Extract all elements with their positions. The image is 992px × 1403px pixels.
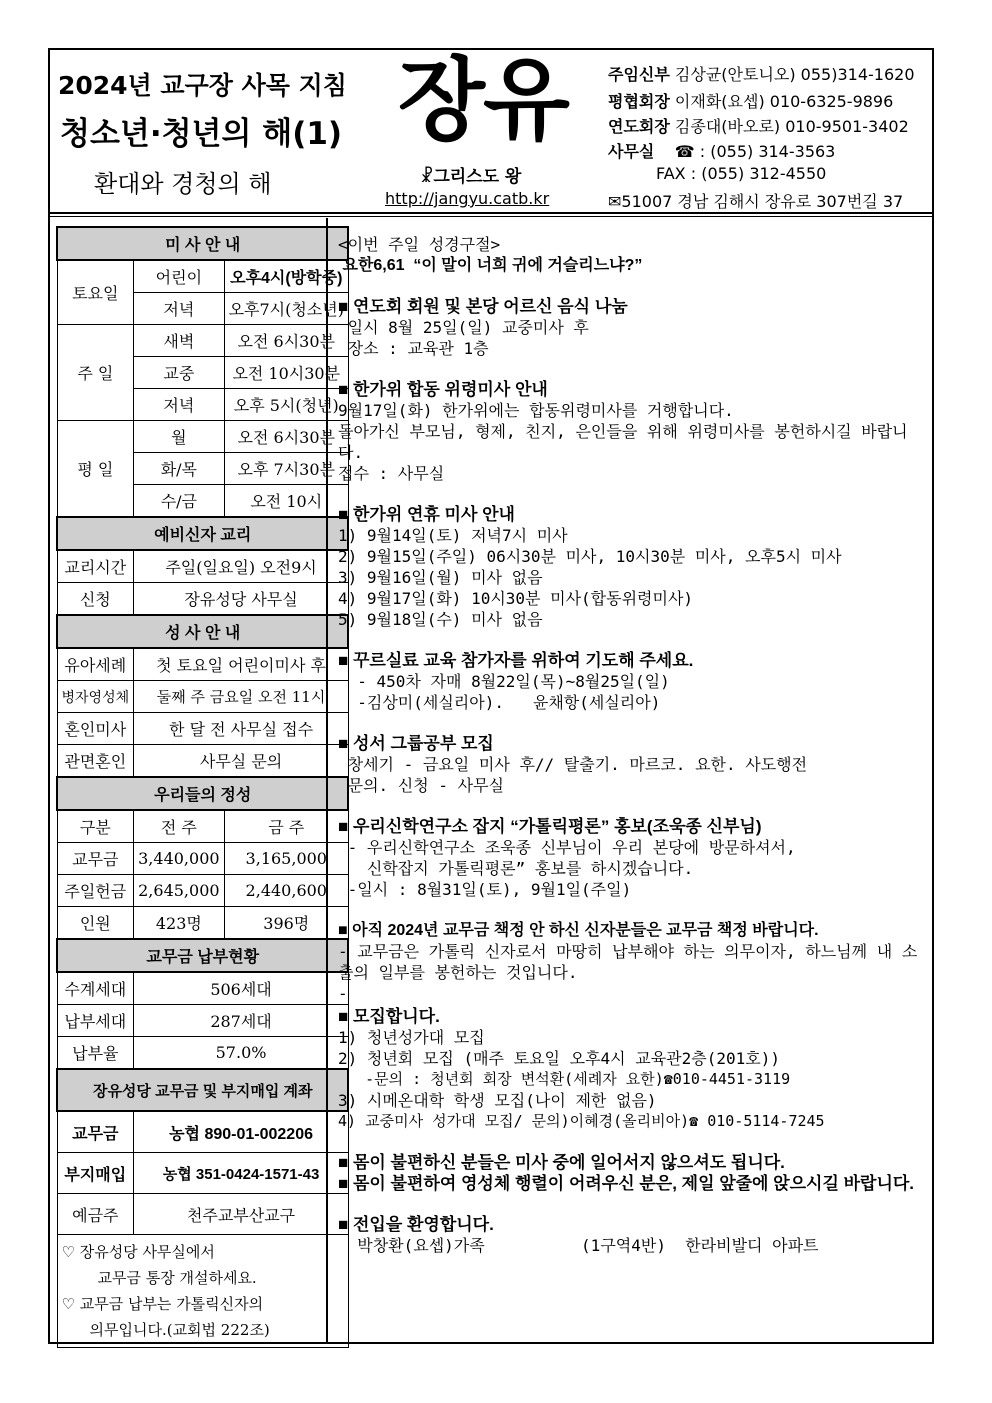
account-title: 장유성당 교무금 및 부지매입 계좌 — [57, 1069, 348, 1111]
section-heading: ■ 한가위 합동 위령미사 안내 — [338, 380, 548, 399]
section-line: 5) 9월18일(수) 미사 없음 — [338, 610, 543, 629]
account-key: 예금주 — [57, 1194, 134, 1235]
section-line: -김상미(세실리아). 윤채항(세실리아) — [338, 693, 661, 712]
mass-key: 저녁 — [134, 389, 224, 421]
sac-value: 둘째 주 금요일 오전 11시 — [134, 681, 349, 713]
dues-value: 506세대 — [134, 972, 349, 1005]
section-line: 돌아가신 부모님, 형제, 친지, 은인들을 위해 위령미사를 봉헌하시길 바랍니다. — [338, 422, 908, 462]
note-line: ♡ 장유성당 사무실에서 — [61, 1243, 215, 1261]
mass-title: 미 사 안 내 — [57, 227, 348, 260]
cat-key: 신청 — [57, 583, 134, 616]
dues-key: 납부율 — [57, 1037, 134, 1070]
mass-time: 오후 5시(청년) — [224, 389, 348, 421]
mass-key: 어린이 — [134, 260, 224, 293]
section-line: - 450차 자매 8월22일(목)~8월25일(일) — [338, 672, 670, 691]
section-line: 2) 9월15일(주일) 06시30분 미사, 10시30분 미사, 오후5시 미사 — [338, 547, 842, 566]
offering-cell: 3,440,000 — [134, 843, 224, 875]
note-line: 의무입니다.(교회법 222조) — [89, 1321, 270, 1339]
cat-value: 주일(일요일) 오전9시 — [134, 550, 349, 583]
contact-fax: FAX : (055) 312-4550 — [656, 164, 827, 183]
parish-logo: 장유 — [398, 48, 568, 153]
section-line: -일시 : 8월31일(토), 9월1일(주일) — [338, 880, 632, 899]
section-heading: ■ 전입을 환영합니다. — [338, 1215, 494, 1234]
sac-value: 첫 토요일 어린이미사 후 — [134, 648, 349, 681]
section-line: -문의 : 청년회 회장 변석환(세례자 요한)☎010-4451-3119 — [338, 1070, 791, 1088]
header-divider-thin — [48, 216, 934, 217]
section-heading: ■ 아직 2024년 교무금 책정 안 하신 신자분들은 교무금 책정 바랍니다. — [338, 922, 819, 939]
section-heading: ■ 한가위 연휴 미사 안내 — [338, 505, 515, 524]
dues-title: 교무금 납부현황 — [57, 939, 348, 972]
account-value: 농협 351-0424-1571-43 — [134, 1153, 349, 1194]
section-line: 4) 교중미사 성가대 모집/ 문의)이혜경(올리비아)☎ 010-5114-7245 — [338, 1112, 825, 1130]
section-line: 1) 9월14일(토) 저녁7시 미사 — [338, 526, 568, 545]
account-key: 부지매입 — [57, 1153, 134, 1194]
announcements — [338, 234, 928, 1256]
mass-key: 새벽 — [134, 325, 224, 357]
account-value: 농협 890-01-002206 — [134, 1111, 349, 1153]
column-divider — [326, 218, 328, 1344]
section-heading: ■ 성서 그룹공부 모집 — [338, 734, 494, 753]
section-line: 접수 : 사무실 — [338, 464, 445, 483]
offering-cell: 교무금 — [57, 843, 134, 875]
offering-title: 우리들의 정성 — [57, 777, 348, 810]
section-line: - 교무금은 가톨릭 신자로서 마땅히 납부해야 하는 의무이자, 하느님께 내 소출의 일부를 봉헌하는 것입니다. — [338, 942, 918, 982]
account-key: 교무금 — [57, 1111, 134, 1153]
mass-time: 오전 6시30분 — [224, 421, 348, 453]
cat-value: 장유성당 사무실 — [134, 583, 349, 616]
section-line: 2) 청년회 모집 (매주 토요일 오후4시 교육관2층(201호)) — [338, 1049, 780, 1068]
note-line: ♡ 교무금 납부는 가톨릭신자의 — [61, 1295, 264, 1313]
mass-time: 오후4시(방학중) — [224, 260, 348, 293]
sidebar-notes — [57, 1235, 348, 1348]
offering-cell: 423명 — [134, 907, 224, 940]
catechism-title: 예비신자 교리 — [57, 517, 348, 550]
section-heading: ■ 몸이 불편하여 영성체 행렬이 어려우신 분은, 제일 앞줄에 앉으시길 바랍니다. — [338, 1174, 915, 1193]
verse-title: <이번 주일 성경구절> — [338, 235, 501, 254]
mass-time: 오후 7시30분 — [224, 453, 348, 485]
sat-label: 토요일 — [57, 260, 134, 325]
mass-time: 오후7시(청소년) — [224, 293, 348, 325]
section-line: 장소 : 교육관 1층 — [338, 339, 489, 358]
verse-text: 요한6,61 “이 말이 너희 귀에 거슬리느냐?” — [338, 257, 643, 274]
week-label: 평 일 — [57, 421, 134, 518]
sidebar-table — [56, 226, 349, 1348]
section-heading: ■ 모집합니다. — [338, 1007, 440, 1026]
dues-value: 57.0% — [134, 1037, 349, 1070]
section-line: 4) 9월17일(화) 10시30분 미사(합동위령미사) — [338, 589, 694, 608]
section-line: - 우리신학연구소 조욱종 신부님이 우리 본당에 방문하셔서, — [338, 838, 796, 857]
section-heading: ■ 연도회 회원 및 본당 어르신 음식 나눔 — [338, 297, 628, 316]
sac-key: 병자영성체 — [57, 681, 134, 713]
note-line: 교무금 통장 개설하세요. — [97, 1269, 257, 1287]
mass-key: 교중 — [134, 357, 224, 389]
account-value: 천주교부산교구 — [134, 1194, 349, 1235]
sacrament-title: 성 사 안 내 — [57, 615, 348, 648]
contact-office: 사무실 ☎ : (055) 314-3563 — [608, 142, 836, 161]
pastoral-guideline: 2024년 교구장 사목 지침 — [58, 71, 347, 100]
dues-value: 287세대 — [134, 1005, 349, 1037]
feast-title: ☧그리스도 왕 — [420, 167, 522, 187]
section-heading: ■ 몸이 불편하신 분들은 미사 중에 일어서지 않으셔도 됩니다. — [338, 1153, 785, 1172]
section-heading: ■ 우리신학연구소 잡지 “가톨릭평론” 홍보(조욱종 신부님) — [338, 817, 762, 836]
offering-cell: 2,440,600 — [224, 875, 348, 907]
sac-key: 유아세례 — [57, 648, 134, 681]
contact-pastor: 주임신부 김상균(안토니오) 055)314-1620 — [608, 65, 915, 84]
section-line: 9월17일(화) 한가위에는 합동위령미사를 거행합니다. — [338, 401, 734, 420]
sac-value: 사무실 문의 — [134, 745, 349, 778]
section-line: 3) 9월16일(월) 미사 없음 — [338, 568, 543, 587]
section-line: 박창환(요셉)가족 (1구역4반) 한라비발디 아파트 — [338, 1236, 819, 1255]
offering-cell: 3,165,000 — [224, 843, 348, 875]
offering-cell: 주일헌금 — [57, 875, 134, 907]
sac-key: 관면혼인 — [57, 745, 134, 778]
offering-cell: 396명 — [224, 907, 348, 940]
mass-time: 오전 10시 — [224, 485, 348, 518]
contact-address: ✉51007 경남 김해시 장유로 307번길 37 — [608, 192, 904, 211]
year-subtheme: 환대와 경청의 해 — [94, 170, 272, 198]
section-heading: ■ 꾸르실료 교육 참가자를 위하여 기도해 주세요. — [338, 651, 694, 670]
offering-cell: 2,645,000 — [134, 875, 224, 907]
parish-url-link[interactable]: http://jangyu.catb.kr — [385, 189, 550, 208]
section-line: 신학잡지 가톨릭평론” 홍보를 하시겠습니다. — [338, 859, 694, 878]
mass-key: 저녁 — [134, 293, 224, 325]
sun-label: 주 일 — [57, 325, 134, 421]
sac-value: 한 달 전 사무실 접수 — [134, 713, 349, 745]
offering-cell: 인원 — [57, 907, 134, 940]
offering-head: 금 주 — [224, 810, 348, 843]
section-line: 일시 8월 25일(일) 교중미사 후 — [338, 318, 589, 337]
cat-key: 교리시간 — [57, 550, 134, 583]
contact-yeondo: 연도회장 김종대(바오로) 010-9501-3402 — [608, 117, 909, 136]
contact-council: 평협회장 이재화(요셉) 010-6325-9896 — [608, 92, 894, 111]
mass-key: 수/금 — [134, 485, 224, 518]
mass-time: 오전 6시30분 — [224, 325, 348, 357]
section-line: 1) 청년성가대 모집 — [338, 1028, 485, 1047]
dues-key: 수계세대 — [57, 972, 134, 1005]
offering-head: 구분 — [57, 810, 134, 843]
year-theme: 청소년·청년의 해(1) — [60, 116, 343, 152]
mass-time: 오전 10시30분 — [224, 357, 348, 389]
section-line: 창세기 - 금요일 미사 후// 탈출기. 마르코. 요한. 사도행전 — [338, 755, 808, 774]
dues-key: 납부세대 — [57, 1005, 134, 1037]
mass-key: 화/목 — [134, 453, 224, 485]
section-line: 3) 시메온대학 학생 모집(나이 제한 없음) — [338, 1091, 657, 1110]
mass-key: 월 — [134, 421, 224, 453]
section-line: 문의. 신청 - 사무실 — [338, 776, 504, 795]
section-line: - — [338, 984, 348, 1003]
header-divider — [48, 212, 934, 214]
offering-head: 전 주 — [134, 810, 224, 843]
sac-key: 혼인미사 — [57, 713, 134, 745]
